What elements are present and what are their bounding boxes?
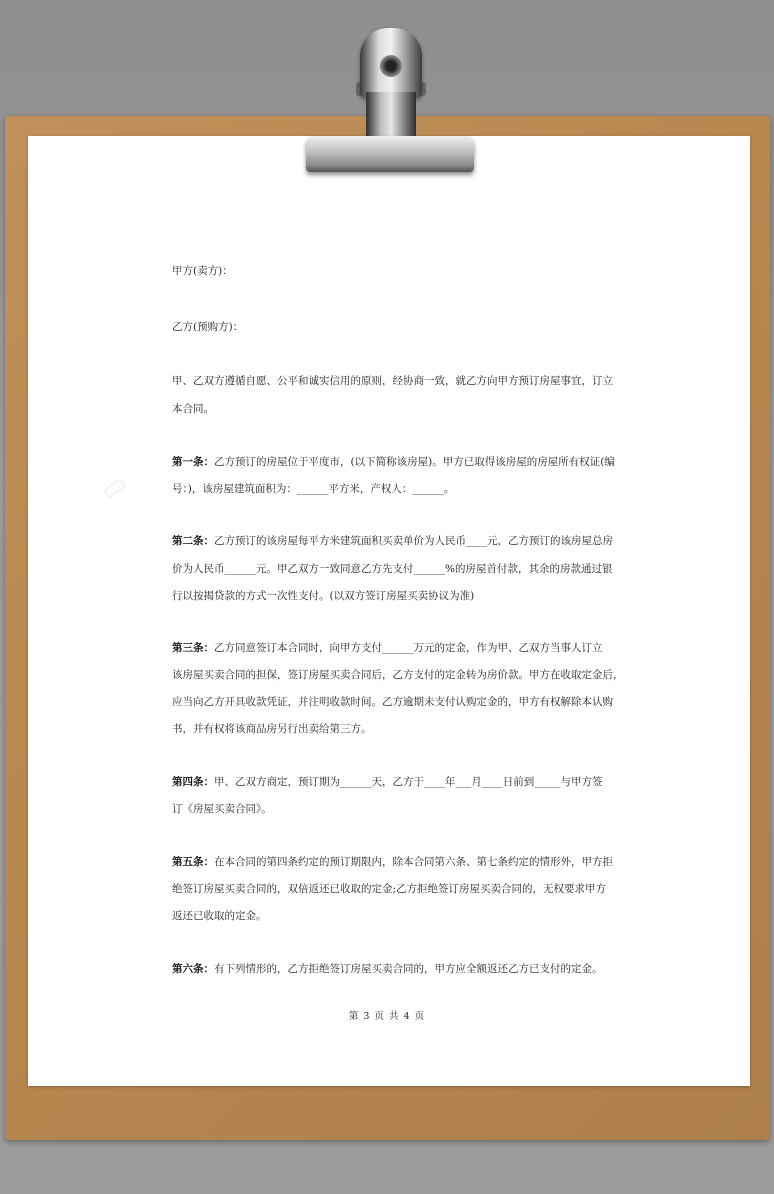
article-3-line-2: 该房屋买卖合同的担保，签订房屋买卖合同后，乙方支付的定金转为房价款。甲方在收取定金后， — [172, 669, 624, 681]
article-2-text-1: 乙方预订的该房屋每平方米建筑面积买卖单价为人民币____元，乙方预订的该房屋总房 — [214, 535, 613, 547]
article-2-label: 第二条： — [172, 535, 214, 547]
article-4-label: 第四条： — [172, 776, 214, 788]
article-1-text-1: 乙方预订的房屋位于平度市，(以下简称该房屋)。甲方已取得该房屋的房屋所有权证(编 — [214, 456, 615, 468]
article-5-line-1 — [172, 848, 612, 876]
clip-neck — [366, 92, 416, 138]
article-3-text-1: 乙方同意签订本合同时，向甲方支付______万元的定金，作为甲、乙双方当事人订立 — [214, 642, 603, 654]
article-4-line-2: 订《房屋买卖合同》。 — [172, 803, 272, 815]
article-3-label: 第三条： — [172, 642, 214, 654]
party-b-line: 乙方(预购方)： — [172, 321, 244, 333]
article-5-text-1: 在本合同的第四条约定的预订期限内，除本合同第六条、第七条约定的情形外，甲方拒 — [214, 856, 613, 868]
party-a-line: 甲方(卖方)： — [172, 265, 233, 277]
article-1-line-2: 号：)，该房屋建筑面积为：______平方米，产权人：______。 — [172, 483, 455, 495]
intro-line-1: 甲、乙双方遵循自愿、公平和诚实信用的原则，经协商一致，就乙方向甲方预订房屋事宜，订立 — [172, 375, 613, 387]
clip-base — [306, 136, 474, 172]
article-4-text-1: 甲、乙双方商定，预订期为______天，乙方于____年___月____日前到_____与甲方签 — [214, 776, 603, 788]
article-6-text-1: 有下列情形的，乙方拒绝签订房屋买卖合同的，甲方应全额返还乙方已支付的定金。 — [214, 963, 603, 975]
article-1-line-1 — [172, 448, 615, 476]
article-1-label: 第一条： — [172, 456, 214, 468]
page-number-footer: 第 3 页 共 4 页 — [348, 1011, 426, 1022]
article-4-line-1 — [172, 768, 612, 796]
article-6-line-1 — [172, 955, 612, 983]
article-3-line-1 — [172, 634, 612, 662]
intro-line-2: 本合同。 — [172, 403, 214, 415]
article-2-line-1 — [172, 527, 612, 555]
article-5-label: 第五条： — [172, 856, 214, 868]
article-3-line-3: 应当向乙方开具收款凭证，并注明收款时间。乙方逾期未支付认购定金的，甲方有权解除本认购 — [172, 696, 613, 708]
watermark-mark: ▭ — [92, 465, 134, 508]
article-2-line-2: 价为人民币______元。甲乙双方一致同意乙方先支付______%的房屋首付款，其余的房款通过银 — [172, 563, 613, 575]
article-6-label: 第六条： — [172, 963, 214, 975]
clip-hole — [380, 55, 402, 77]
article-5-line-3: 返还已收取的定金。 — [172, 910, 267, 922]
article-2-line-3: 行以按揭贷款的方式一次性支付。(以双方签订房屋买卖协议为准) — [172, 590, 475, 602]
article-3-line-4: 书，并有权将该商品房另行出卖给第三方。 — [172, 723, 372, 735]
article-5-line-2: 绝签订房屋买卖合同的，双倍返还已收取的定金;乙方拒绝签订房屋买卖合同的，无权要求甲方 — [172, 883, 607, 895]
